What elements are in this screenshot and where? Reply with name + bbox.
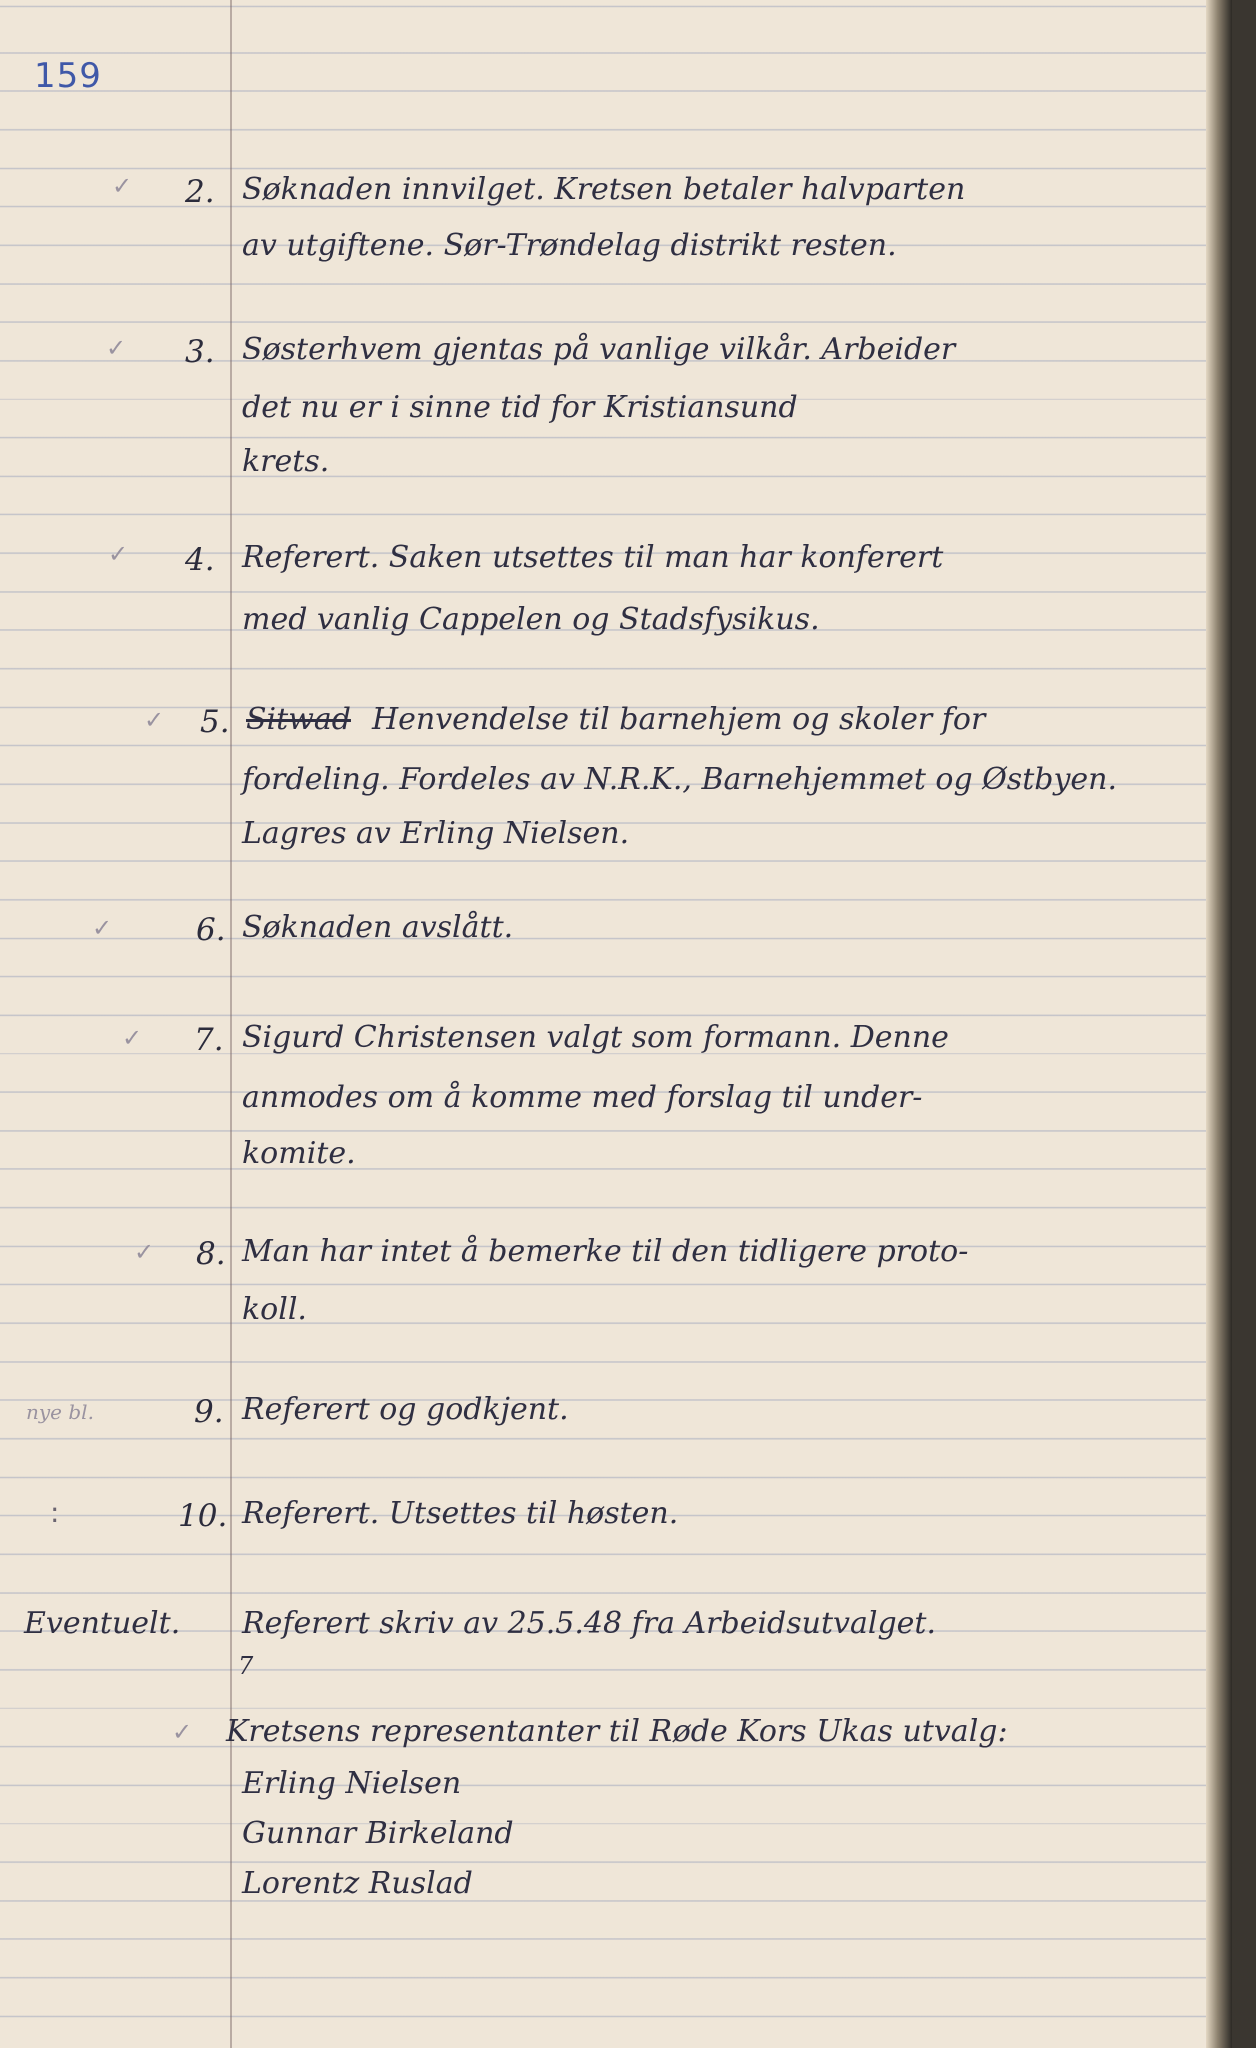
item-number: 2. — [185, 174, 215, 210]
item-number: 4. — [185, 542, 215, 578]
item-line: Søknaden avslått. — [242, 910, 514, 945]
item-line: med vanlig Cappelen og Stadsfysikus. — [242, 602, 820, 637]
item-line: Referert. Utsettes til høsten. — [242, 1496, 679, 1531]
representative-name: Lorentz Ruslad — [242, 1866, 473, 1901]
eventuelt-line: Kretsens representanter til Røde Kors Ukas utvalg: — [226, 1714, 1008, 1749]
item-line: koll. — [242, 1292, 307, 1327]
item-line: Referert og godkjent. — [242, 1392, 569, 1427]
check-mark-icon: ✓ — [112, 172, 133, 200]
item-line: Lagres av Erling Nielsen. — [242, 816, 630, 851]
item-line: Sigurd Christensen valgt som formann. Denne — [242, 1020, 949, 1055]
representative-name: Erling Nielsen — [242, 1766, 462, 1801]
item-number: 9. — [194, 1394, 224, 1430]
item-line: Søknaden innvilget. Kretsen betaler halvparten — [242, 172, 966, 207]
page-number: 159 — [34, 56, 102, 96]
check-mark-icon: ✓ — [92, 914, 113, 942]
check-mark-icon: ✓ — [172, 1718, 193, 1746]
check-mark-icon: ✓ — [134, 1238, 155, 1266]
item-number: 10. — [178, 1498, 228, 1534]
eventuelt-line: Referert skriv av 25.5.48 fra Arbeidsutvalget. — [242, 1606, 937, 1641]
item-number: 7. — [194, 1022, 224, 1058]
eventuelt-label: Eventuelt. — [24, 1606, 181, 1641]
item-line: Referert. Saken utsettes til man har konferert — [242, 540, 944, 575]
item-line: av utgiftene. Sør-Trøndelag distrikt resten. — [242, 228, 897, 263]
item-line: fordeling. Fordeles av N.R.K., Barnehjemmet og Østbyen. — [242, 762, 1118, 797]
item-line: Søsterhvem gjentas på vanlige vilkår. Arbeider — [242, 332, 956, 367]
item-line: Henvendelse til barnehjem og skoler for — [372, 702, 986, 737]
item-number: 3. — [185, 334, 215, 370]
check-mark-icon: ✓ — [144, 706, 165, 734]
item-line: Man har intet å bemerke til den tidligere proto- — [242, 1234, 969, 1269]
check-mark-icon: ✓ — [122, 1024, 143, 1052]
item-line: komite. — [242, 1136, 356, 1171]
margin-dots: : — [50, 1496, 60, 1529]
item-number: 5. — [200, 704, 230, 740]
item-number: 8. — [196, 1236, 226, 1272]
margin-note: nye bl. — [26, 1400, 94, 1424]
eventuelt-mark: 7 — [238, 1652, 254, 1680]
struck-word: Sitwad — [246, 702, 351, 737]
item-line: krets. — [242, 444, 330, 479]
item-line: det nu er i sinne tid for Kristiansund — [242, 390, 798, 425]
check-mark-icon: ✓ — [108, 540, 129, 568]
representative-name: Gunnar Birkeland — [242, 1816, 514, 1851]
check-mark-icon: ✓ — [106, 334, 127, 362]
item-line: anmodes om å komme med forslag til under- — [242, 1080, 923, 1115]
page-edge — [1206, 0, 1232, 2048]
item-number: 6. — [196, 912, 226, 948]
